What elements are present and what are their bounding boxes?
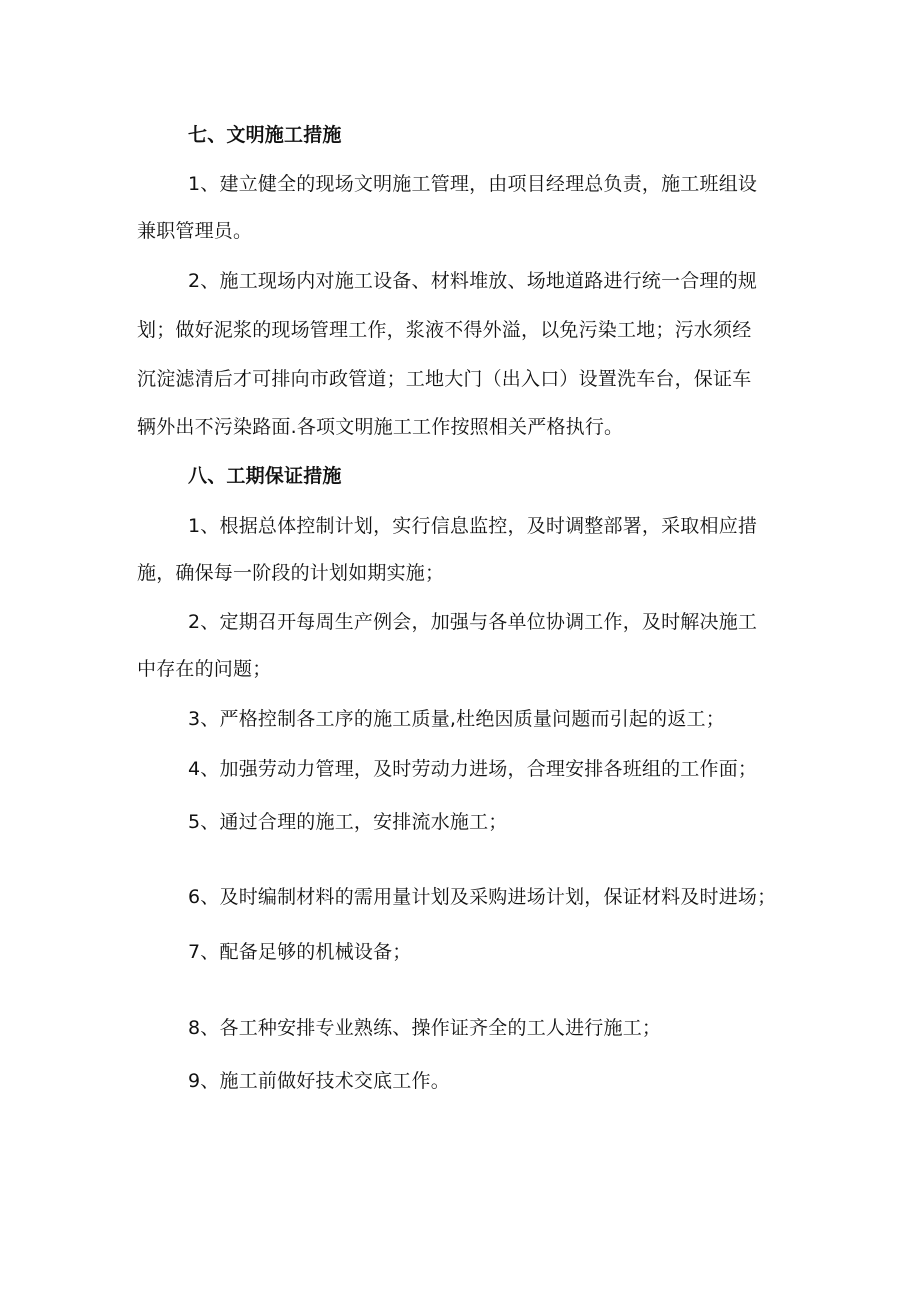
section-8-item-2-line-2: 中存在的问题； <box>137 658 272 680</box>
section-8-item-5: 5、通过合理的施工，安排流水施工； <box>188 811 508 833</box>
section-7-item-2-line-2: 划；做好泥浆的现场管理工作，浆液不得外溢，以免污染工地；污水须经 <box>137 319 752 341</box>
section-8-item-3: 3、严格控制各工序的施工质量,杜绝因质量问题而引起的返工； <box>188 708 725 730</box>
section-8-item-2-line-1: 2、定期召开每周生产例会，加强与各单位协调工作，及时解决施工 <box>188 611 758 633</box>
section-8-heading: 八、工期保证措施 <box>188 465 342 487</box>
section-7-item-2-line-4: 辆外出不污染路面.各项文明施工工作按照相关严格执行。 <box>137 416 624 438</box>
section-8-item-1-line-1: 1、根据总体控制计划，实行信息监控，及时调整部署，采取相应措 <box>188 515 758 537</box>
section-7-heading: 七、文明施工措施 <box>188 124 342 146</box>
section-7-item-2-line-1: 2、施工现场内对施工设备、材料堆放、场地道路进行统一合理的规 <box>188 270 758 292</box>
section-8-item-4: 4、加强劳动力管理，及时劳动力进场，合理安排各班组的工作面； <box>188 758 758 780</box>
section-8-item-9: 9、施工前做好技术交底工作。 <box>188 1070 450 1092</box>
section-8-item-7: 7、配备足够的机械设备； <box>188 941 412 963</box>
section-8-item-8: 8、各工种安排专业熟练、操作证齐全的工人进行施工； <box>188 1017 662 1039</box>
section-7-item-2-line-3: 沉淀滤清后才可排向市政管道；工地大门（出入口）设置洗车台，保证车 <box>137 368 752 390</box>
section-7-item-1-line-1: 1、建立健全的现场文明施工管理，由项目经理总负责，施工班组设 <box>188 173 758 195</box>
section-7-item-1-line-2: 兼职管理员。 <box>137 220 253 242</box>
section-8-item-6: 6、及时编制材料的需用量计划及采购进场计划，保证材料及时进场； <box>188 886 777 908</box>
section-8-item-1-line-2: 施，确保每一阶段的计划如期实施； <box>137 562 445 584</box>
